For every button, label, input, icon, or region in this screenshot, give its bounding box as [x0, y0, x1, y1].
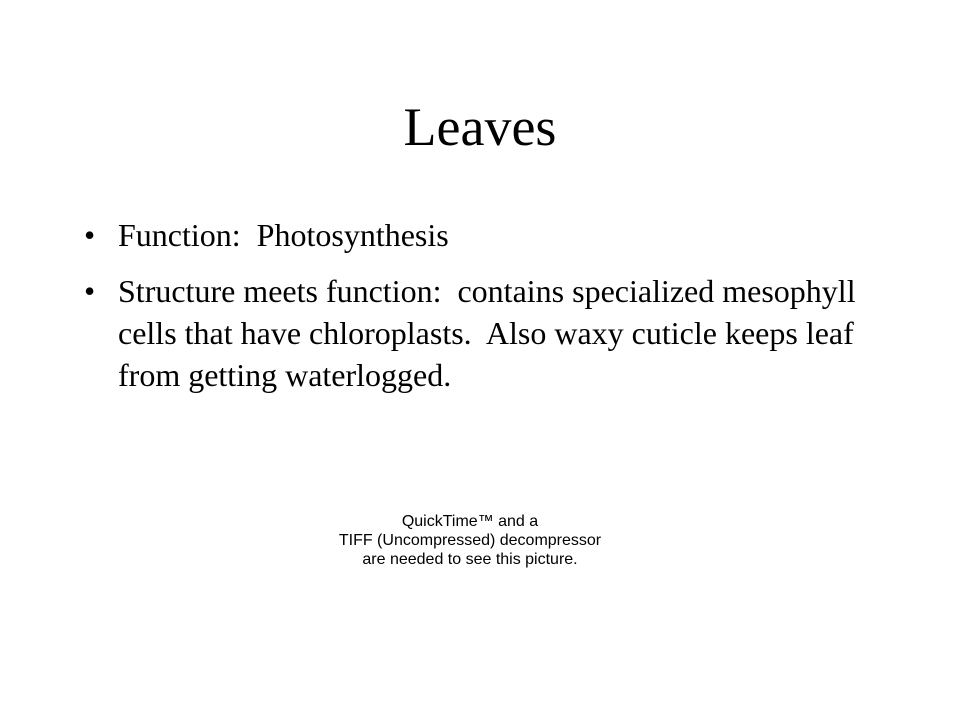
bullet-text: Function: Photosynthesis: [118, 217, 449, 253]
bullet-marker: •: [84, 273, 96, 309]
missing-image-placeholder: [330, 512, 610, 569]
bullet-item-function: [84, 214, 884, 256]
bullet-list: [84, 214, 884, 410]
placeholder-line: QuickTime™ and a: [401, 513, 539, 530]
placeholder-line: are needed to see this picture.: [362, 551, 578, 568]
bullet-text: Structure meets function: contains specialized mesophyll cells that have chloroplasts. Also waxy cuticle keeps leaf from getting waterlogged.: [118, 273, 864, 393]
slide-title: Leaves: [403, 97, 557, 157]
bullet-item-structure: [84, 270, 884, 396]
bullet-marker: •: [84, 217, 96, 253]
placeholder-line: TIFF (Uncompressed) decompressor: [338, 532, 602, 549]
